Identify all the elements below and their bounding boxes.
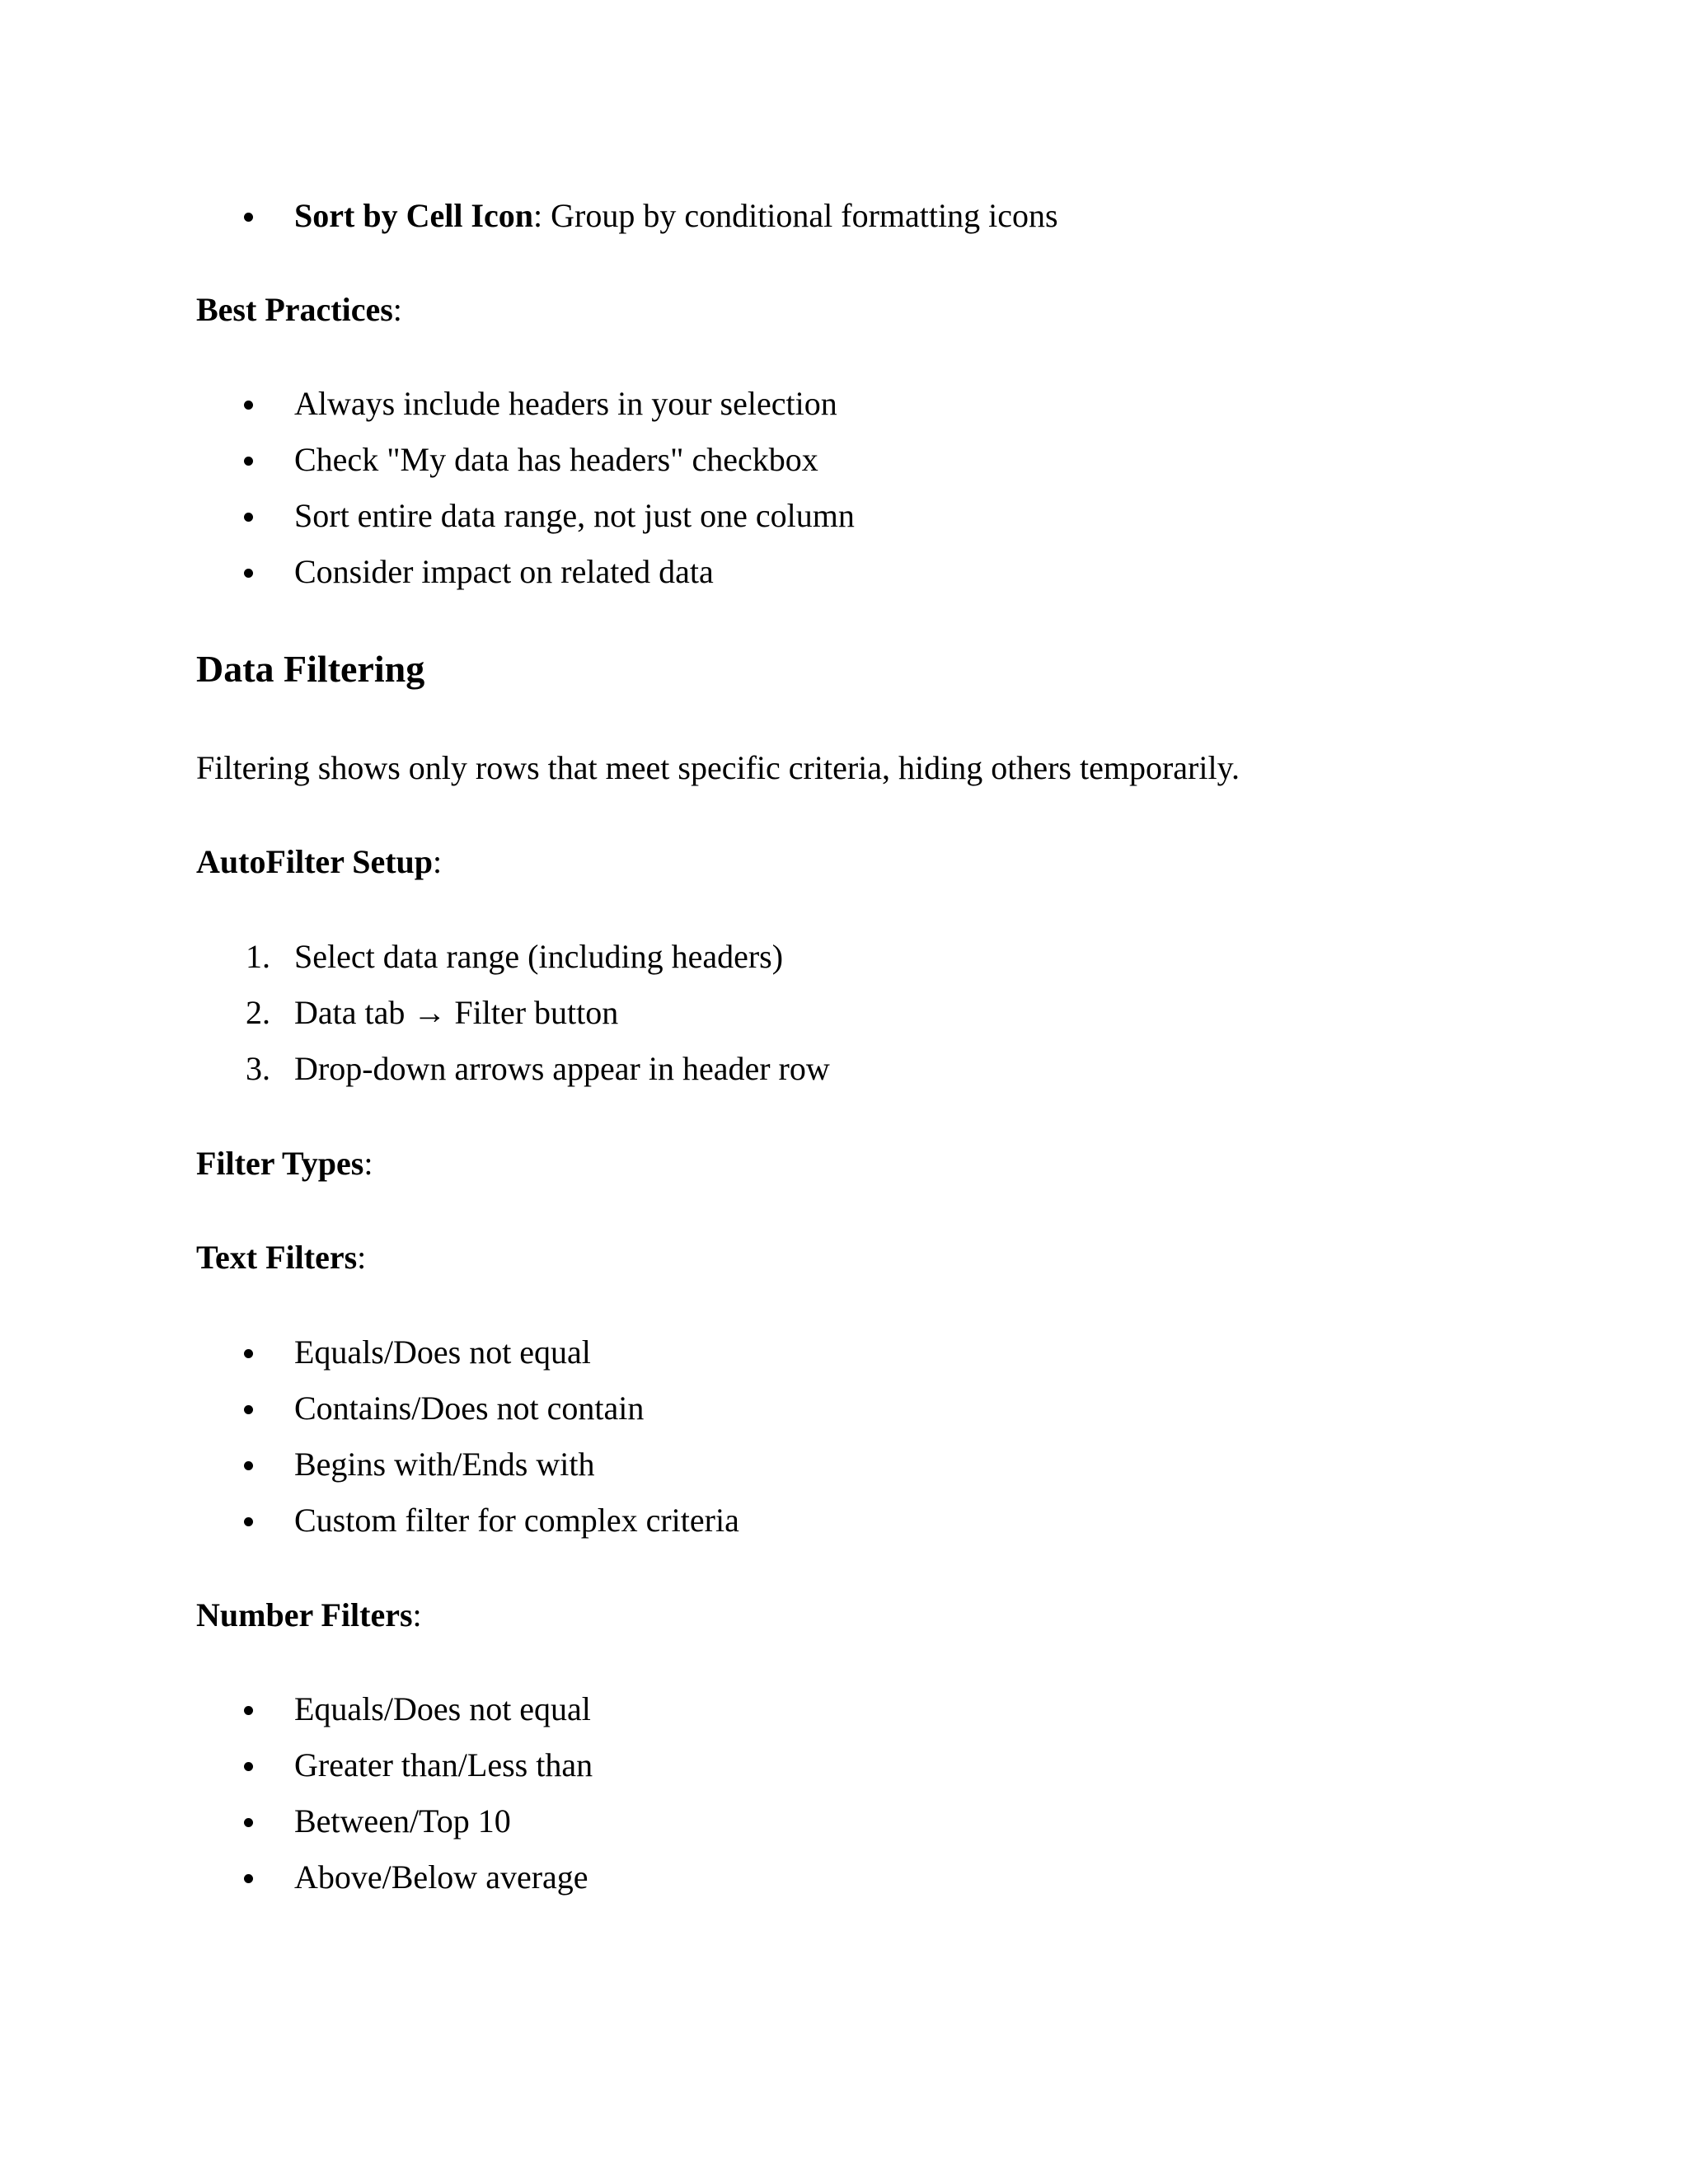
bullet-icon	[244, 457, 253, 466]
text-filters-label-text: Text Filters	[196, 1239, 358, 1276]
bullet-icon	[244, 1818, 253, 1827]
step-text: Data tab → Filter button	[294, 994, 619, 1031]
label-colon: :	[412, 1596, 422, 1633]
bullet-icon	[244, 1517, 253, 1526]
bullet-icon	[244, 569, 253, 578]
label-colon: :	[433, 843, 443, 880]
list-item-text: Greater than/Less than	[294, 1746, 593, 1783]
best-practices-label-text: Best Practices	[196, 291, 393, 328]
list-item-text: Above/Below average	[294, 1858, 588, 1896]
number-filters-label-text: Number Filters	[196, 1596, 413, 1633]
step-text: Drop-down arrows appear in header row	[294, 1050, 830, 1087]
number-filters-label	[196, 1596, 422, 1635]
step-text: Select data range (including headers)	[294, 938, 784, 975]
list-item-text: Check "My data has headers" checkbox	[294, 441, 818, 478]
list-item-text: Always include headers in your selection	[294, 385, 837, 422]
list-item-text: Sort entire data range, not just one column	[294, 497, 855, 534]
autofilter-setup-label-text: AutoFilter Setup	[196, 843, 434, 880]
list-item-text: Contains/Does not contain	[294, 1390, 645, 1427]
bullet-icon	[244, 213, 253, 222]
text-filters-label	[196, 1238, 366, 1277]
list-item-text: Equals/Does not equal	[294, 1690, 591, 1727]
label-colon: :	[357, 1239, 367, 1276]
bullet-icon	[244, 1874, 253, 1883]
bullet-icon	[244, 1706, 253, 1715]
bullet-icon	[244, 1349, 253, 1358]
list-item-text: Between/Top 10	[294, 1802, 511, 1840]
step-number: 3.	[246, 1050, 270, 1087]
label-colon: :	[392, 291, 402, 328]
autofilter-setup-label	[196, 842, 442, 882]
list-item-text: Custom filter for complex criteria	[294, 1502, 739, 1539]
label-colon: :	[363, 1145, 373, 1182]
list-item-text: Begins with/Ends with	[294, 1446, 595, 1483]
bullet-icon	[244, 1405, 253, 1414]
list-item-bold: Sort by Cell Icon	[294, 197, 533, 234]
bullet-icon	[244, 401, 253, 410]
list-item-text: Consider impact on related data	[294, 553, 714, 590]
intro-paragraph: Filtering shows only rows that meet specific criteria, hiding others temporarily.	[196, 749, 1240, 786]
list-item-text: Equals/Does not equal	[294, 1333, 591, 1371]
best-practices-label	[196, 290, 402, 330]
filter-types-label-text: Filter Types	[196, 1145, 364, 1182]
step-number: 1.	[246, 938, 270, 975]
bullet-icon	[244, 1461, 253, 1470]
step-number: 2.	[246, 994, 270, 1031]
filter-types-label	[196, 1144, 373, 1183]
bullet-icon	[244, 513, 253, 522]
section-heading-data-filtering: Data Filtering	[196, 648, 425, 690]
bullet-icon	[244, 1762, 253, 1771]
list-item-text	[294, 196, 1058, 236]
list-item-rest: : Group by conditional formatting icons	[533, 197, 1058, 234]
